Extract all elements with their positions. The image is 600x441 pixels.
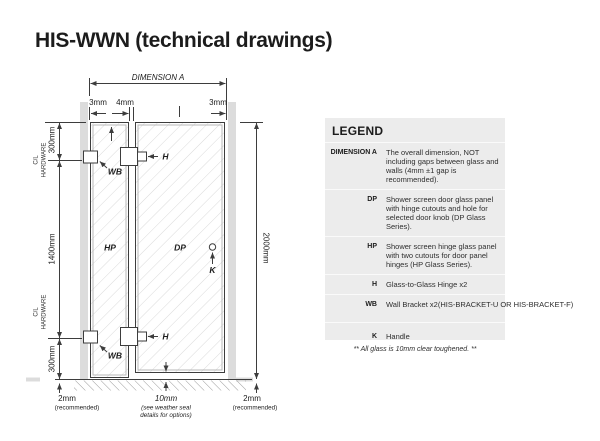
wall-bracket-bottom: [84, 331, 98, 343]
hinge-top: [121, 148, 138, 166]
legend-panel: [325, 118, 574, 341]
gap-hinge-label: 4mm: [116, 98, 134, 107]
offset-bottom-label: 300mm: [47, 345, 57, 373]
cl-hardware-bottom-line2: HARDWARE: [41, 294, 48, 330]
floor-gap-right-note: (recommended): [232, 404, 278, 412]
floor-gap-door-label: 10mm: [154, 394, 178, 403]
hardware-spacing-label: 1400mm: [47, 233, 57, 265]
offset-top-label: 300mm: [47, 126, 57, 154]
wb-bottom-label: WB: [107, 350, 123, 361]
handle-label: K: [209, 265, 216, 275]
total-height-label: 2000mm: [261, 232, 271, 264]
cl-hardware-top-line2: HARDWARE: [41, 142, 48, 178]
floor-gap-right-label: 2mm: [243, 394, 261, 403]
cl-hardware-top-line1: C/L: [33, 155, 40, 165]
legend-term: WB: [365, 301, 377, 308]
legend-row-h: [325, 275, 505, 295]
floor-gap-door-note2: details for options): [140, 412, 192, 419]
floor-ledge-left: [26, 378, 40, 382]
cl-hardware-bottom-line1: C/L: [33, 307, 40, 317]
legend-desc: The overall dimension, NOT including gaps between glass and walls (4mm ±1 gap is recommended).: [386, 148, 499, 184]
hinge-bottom-tab: [138, 332, 147, 341]
legend-row-wb: [325, 295, 574, 323]
h-bottom-label: H: [162, 331, 169, 342]
legend-footnote: ** All glass is 10mm clear toughened. **: [353, 346, 477, 353]
floor-gap-left-label: 2mm: [58, 394, 76, 403]
hinge-bottom: [121, 328, 138, 346]
door-panel-label: DP: [174, 242, 186, 253]
legend-term: K: [371, 333, 377, 340]
page-title: HIS-WWN (technical drawings): [35, 29, 333, 52]
floor-gap-door-note1: (see weather seal: [141, 404, 191, 412]
legend-term: HP: [367, 243, 377, 250]
legend-desc: Wall Bracket x2(HIS-BRACKET-U OR HIS-BRACKET-F): [386, 300, 574, 309]
dimension-a-label: DIMENSION A: [131, 73, 185, 82]
legend-term: DIMENSION A: [330, 149, 377, 156]
hinge-top-tab: [138, 152, 147, 161]
legend-desc: Shower screen door glass panel with hinge cutouts and hole for selected door knob (DP Glass Series).: [386, 195, 494, 231]
legend-row-k: [325, 323, 505, 346]
gap-right-label: 3mm: [209, 98, 227, 107]
hinge-panel-label: HP: [104, 242, 116, 253]
legend-row-dimension-a: [325, 143, 505, 190]
wall-right: [228, 102, 236, 380]
floor-hatch: [74, 381, 246, 391]
handle-knob: [209, 244, 215, 250]
wall-bracket-top: [84, 151, 98, 163]
legend-desc: Shower screen hinge glass panel with two cutouts for door panel hinges (HP Glass Series).: [386, 242, 497, 269]
legend-row-hp: [325, 237, 505, 275]
legend-desc: Glass-to-Glass Hinge x2: [386, 280, 468, 289]
legend-desc: Handle: [386, 332, 410, 341]
wb-top-label: WB: [107, 166, 123, 177]
floor-gap-left-note: (recommended): [54, 404, 100, 412]
gap-left-label: 3mm: [89, 98, 107, 107]
h-top-label: H: [162, 151, 169, 162]
legend-term: DP: [367, 196, 377, 203]
legend-row-dp: [325, 190, 505, 237]
legend-title: LEGEND: [325, 118, 505, 143]
legend-term: H: [371, 281, 377, 288]
